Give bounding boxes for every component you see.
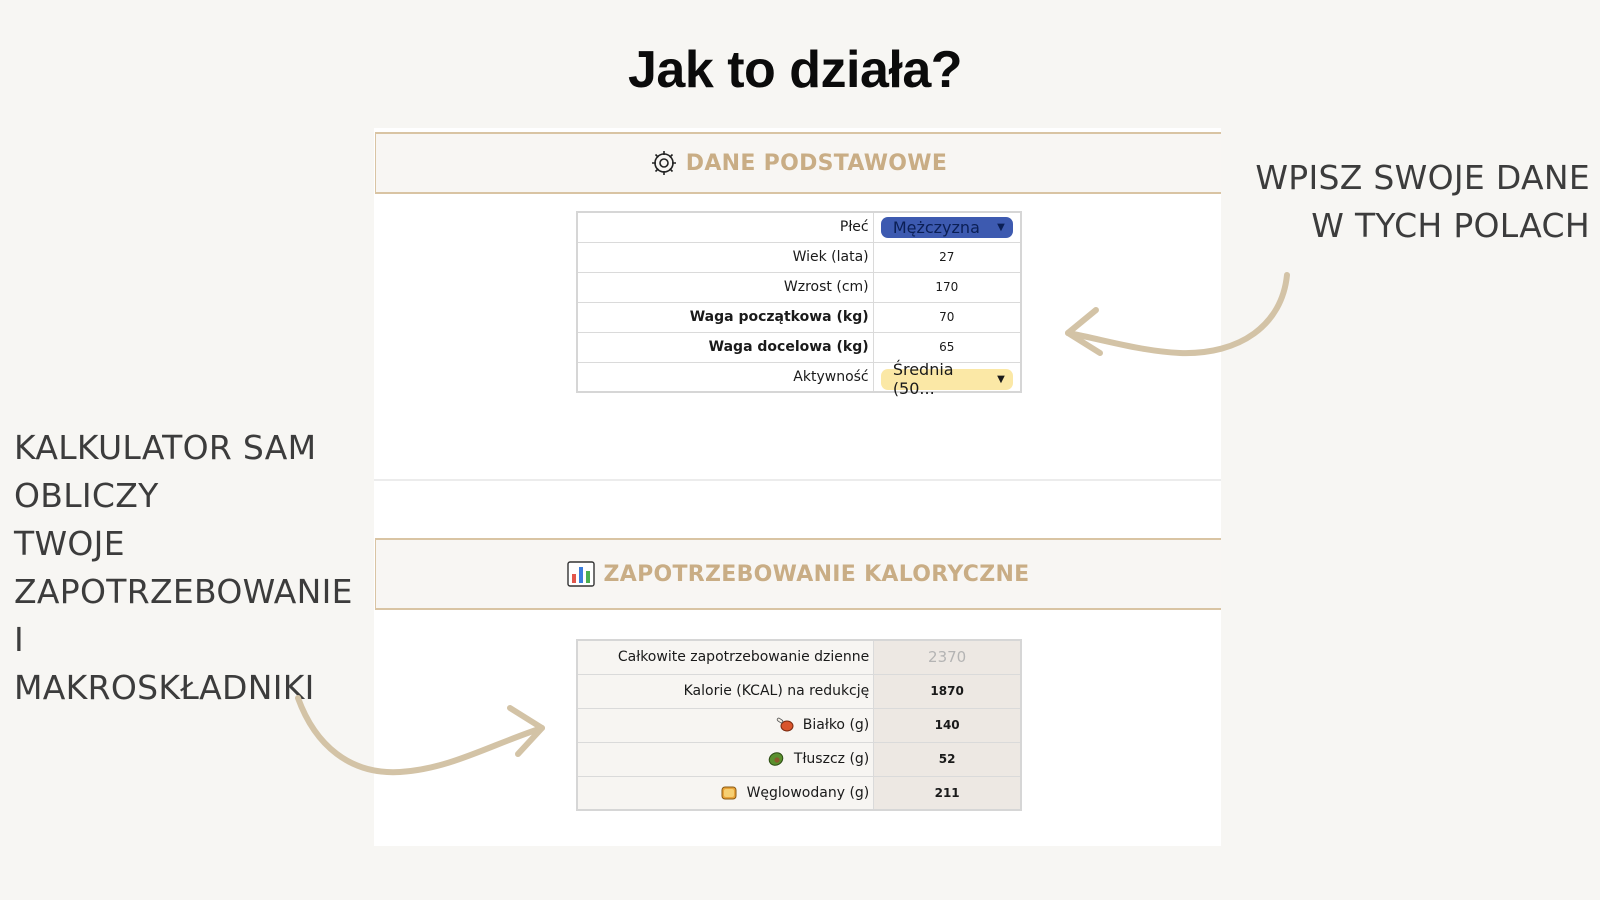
table-row [577,708,1021,742]
annotation-input-hint [1240,154,1590,250]
basic-data-header [375,132,1221,194]
carbs-label: Węglowodany (g) [746,784,870,801]
bar-chart-icon [567,561,595,587]
gender-cell[interactable] [873,212,1021,242]
gender-dropdown[interactable] [881,217,1013,238]
fat-label: Tłuszcz (g) [793,751,870,767]
annotation-line: MAKROSKŁADNIKI [14,668,315,707]
table-row [577,332,1021,362]
annotation-line: KALKULATOR SAM [14,428,317,467]
age-input[interactable]: 27 [873,242,1021,272]
calorie-table [576,639,1022,811]
start-weight-input[interactable]: 70 [873,302,1021,332]
fat-label-cell [577,742,874,776]
annotation-line: TWOJE [14,524,125,563]
page-title: Jak to działa? [628,41,962,99]
gear-icon [650,149,678,177]
activity-cell[interactable] [873,360,1021,398]
age-label: Wiek (lata) [577,242,873,272]
total-demand-label: Całkowite zapotrzebowanie dzienne [577,640,874,674]
protein-label: Białko (g) [802,717,870,733]
basic-data-table [576,211,1022,398]
carbs-value: 211 [874,776,1021,810]
gender-label: Płeć [577,212,873,242]
table-row [577,776,1021,810]
carbs-label-cell [577,776,874,810]
height-label: Wzrost (cm) [577,272,873,302]
table-row [577,212,1021,242]
annotation-line: ZAPOTRZEBOWANIE I [14,572,353,659]
caret-down-icon: ▼ [997,373,1005,385]
caret-down-icon: ▼ [997,221,1005,233]
table-row [577,302,1021,332]
annotation-line: W TYCH POLACH [1311,206,1590,245]
table-row [577,674,1021,708]
avocado-icon [767,751,785,767]
annotation-line: OBLICZY [14,476,159,515]
calorie-header [375,538,1221,610]
protein-label-cell [577,708,874,742]
bread-icon [720,785,738,801]
table-row [577,640,1021,674]
activity-dropdown[interactable] [881,360,1013,398]
activity-value: Średnia (50... [892,360,954,398]
basic-data-title: DANE PODSTAWOWE [685,150,948,176]
gender-value: Mężczyzna [892,217,980,237]
total-demand-value: 2370 [874,640,1021,674]
target-weight-input[interactable]: 65 [873,332,1021,362]
arrow-to-input-fields [1050,265,1300,375]
reduction-kcal-label: Kalorie (KCAL) na redukcję [577,674,874,708]
calorie-title: ZAPOTRZEBOWANIE KALORYCZNE [603,561,1030,587]
table-row [577,272,1021,302]
arrow-to-results [290,690,555,790]
annotation-line: WPISZ SWOJE DANE [1255,158,1590,197]
height-input[interactable]: 170 [873,272,1021,302]
table-row [577,362,1021,392]
annotation-output-hint [14,424,364,712]
activity-label: Aktywność [577,362,873,392]
start-weight-label: Waga początkowa (kg) [577,302,873,332]
table-row [577,242,1021,272]
fat-value: 52 [874,742,1021,776]
reduction-kcal-value: 1870 [874,674,1021,708]
table-row [577,742,1021,776]
target-weight-label: Waga docelowa (kg) [577,332,873,362]
meat-icon [776,717,794,733]
divider [374,479,1221,481]
protein-value: 140 [874,708,1021,742]
